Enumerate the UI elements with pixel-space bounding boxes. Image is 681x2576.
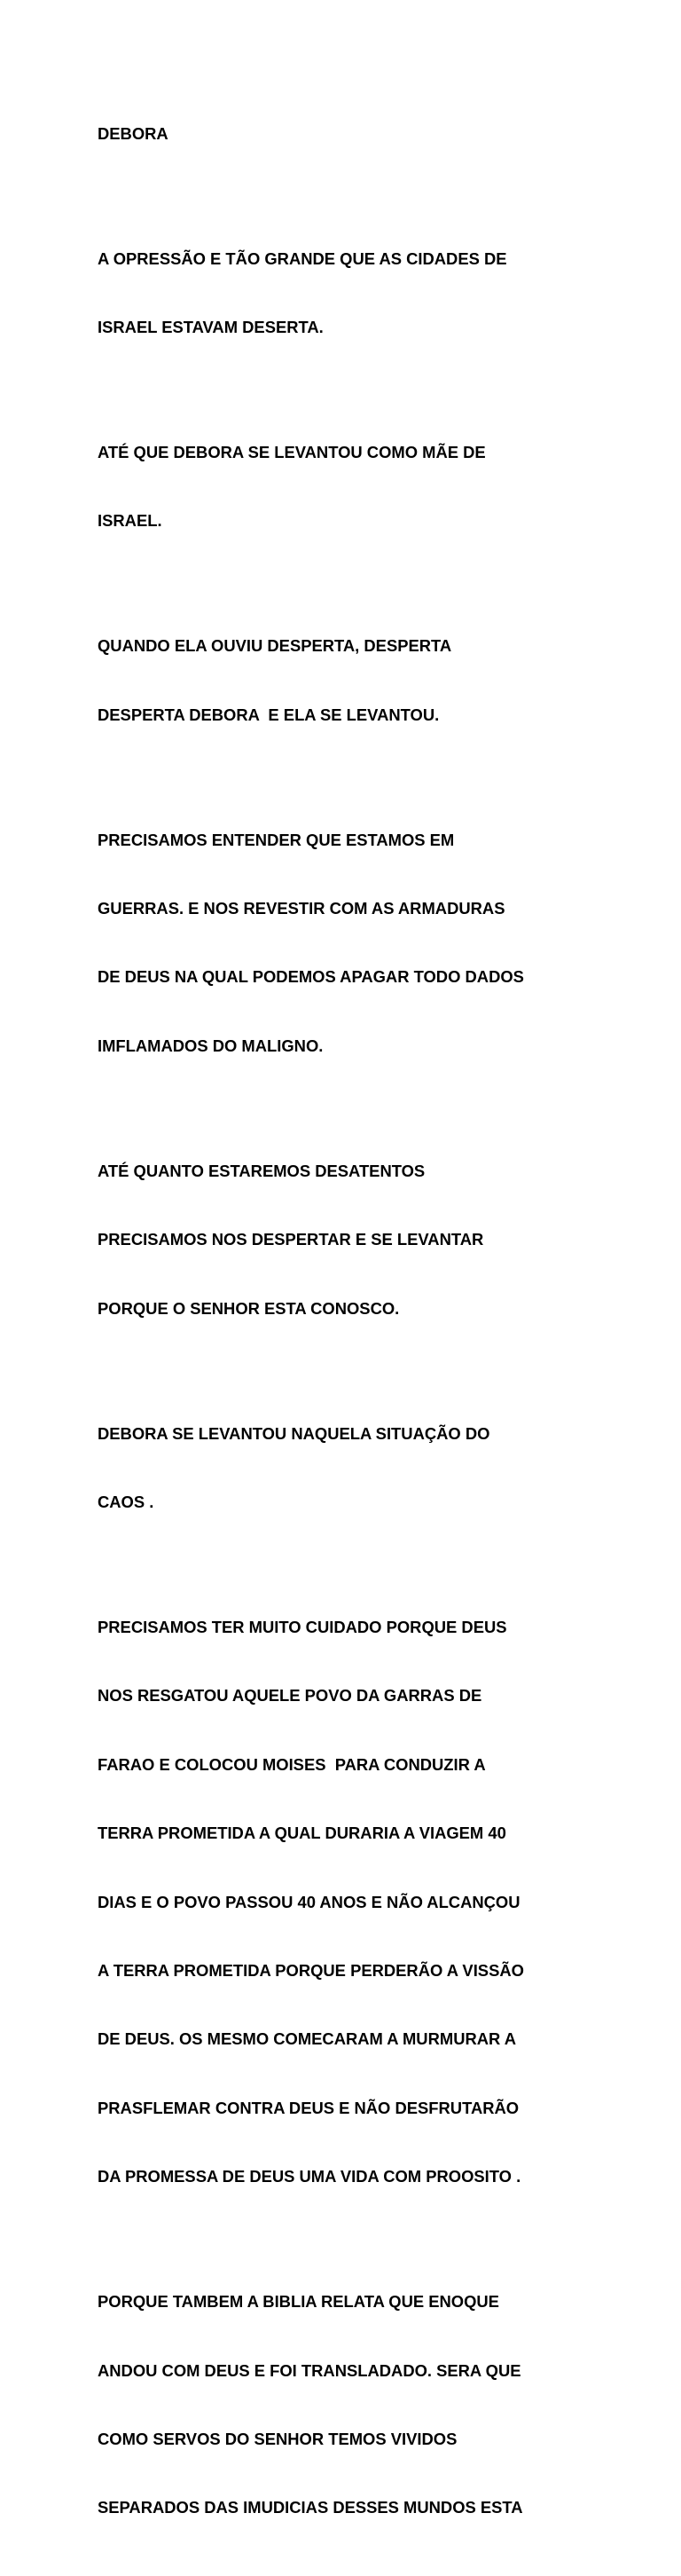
text-line: COMO SERVOS DO SENHOR TEMOS VIVIDOS: [98, 2429, 458, 2448]
text-line: PORQUE O SENHOR ESTA CONOSCO.: [98, 1298, 400, 1318]
text-line: ATÉ QUE DEBORA SE LEVANTOU COMO MÃE DE: [98, 442, 486, 461]
paragraph-7: [98, 1570, 594, 2233]
text-line: ISRAEL.: [98, 511, 162, 531]
text-line: A OPRESSÃO E TÃO GRANDE QUE AS CIDADES DE: [98, 248, 507, 268]
text-line: DA PROMESSA DE DEUS UMA VIDA COM PROOSITO .: [98, 2167, 521, 2186]
paragraph-6: [98, 1376, 594, 1559]
text-line: DE DEUS NA QUAL PODEMOS APAGAR TODO DADOS: [98, 967, 524, 987]
paragraph-1: [98, 201, 594, 384]
paragraph-4: [98, 783, 594, 1103]
text-line: A TERRA PROMETIDA PORQUE PERDERÃO A VISSÃO: [98, 1960, 524, 1980]
paragraph-5: [98, 1114, 594, 1366]
paragraph-8: [98, 2245, 594, 2565]
text-line: TERRA PROMETIDA A QUAL DURARIA A VIAGEM 40: [98, 1824, 506, 1843]
paragraph-2: [98, 395, 594, 578]
text-line: IMFLAMADOS DO MALIGNO.: [98, 1036, 324, 1055]
text-line: ANDOU COM DEUS E FOI TRANSLADADO. SERA QUE: [98, 2360, 521, 2380]
text-line: ISRAEL ESTAVAM DESERTA.: [98, 317, 324, 336]
text-line: FARAO E COLOCOU MOISES PARA CONDUZIR A: [98, 1754, 486, 1774]
text-line: PRECISAMOS TER MUITO CUIDADO PORQUE DEUS: [98, 1618, 507, 1636]
text-line: PRECISAMOS NOS DESPERTAR E SE LEVANTAR: [98, 1230, 484, 1249]
document-body: [98, 76, 594, 2576]
text-line: ATÉ QUANTO ESTAREMOS DESATENTOS: [98, 1161, 426, 1180]
text-line: CAOS .: [98, 1493, 154, 1512]
text-line: PRECISAMOS ENTENDER QUE ESTAMOS EM: [98, 830, 455, 849]
text-line: PORQUE TAMBEM A BIBLIA RELATA QUE ENOQUE: [98, 2292, 499, 2312]
text-line: DESPERTA DEBORA E ELA SE LEVANTOU.: [98, 705, 440, 724]
text-line: DEBORA SE LEVANTOU NAQUELA SITUAÇÃO DO: [98, 1423, 490, 1443]
text-line: QUANDO ELA OUVIU DESPERTA, DESPERTA: [98, 636, 452, 656]
text-line: GUERRAS. E NOS REVESTIR COM AS ARMADURAS: [98, 899, 505, 918]
text-line: SEPARADOS DAS IMUDICIAS DESSES MUNDOS ESTA: [98, 2498, 523, 2517]
text-line: PRASFLEMAR CONTRA DEUS E NÃO DESFRUTARÃO: [98, 2098, 520, 2117]
text-line: DE DEUS. OS MESMO COMECARAM A MURMURAR A: [98, 2029, 517, 2049]
text-line: DEBORA: [98, 123, 168, 143]
paragraph-title: [98, 76, 594, 191]
paragraph-3: [98, 589, 594, 772]
text-line: NOS RESGATOU AQUELE POVO DA GARRAS DE: [98, 1686, 482, 1706]
text-line: DIAS E O POVO PASSOU 40 ANOS E NÃO ALCANÇOU: [98, 1892, 521, 1911]
